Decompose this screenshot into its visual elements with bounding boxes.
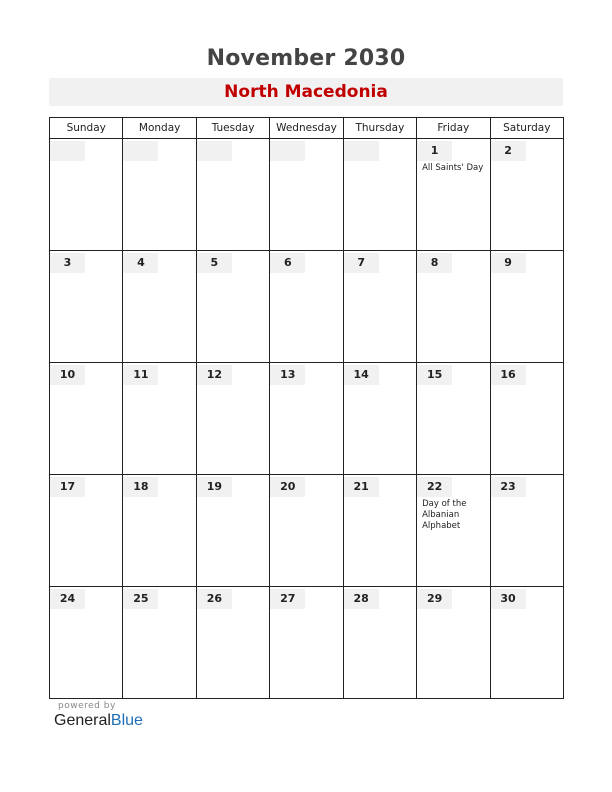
calendar-day-cell <box>196 475 269 587</box>
powered-by-label: powered by <box>58 701 116 711</box>
day-number: 17 <box>50 477 85 497</box>
calendar-day-cell <box>270 251 343 363</box>
calendar-day-cell <box>270 475 343 587</box>
day-number: 14 <box>344 365 379 385</box>
day-number: 15 <box>417 365 452 385</box>
country-name: North Macedonia <box>224 82 388 102</box>
day-number: 12 <box>197 365 232 385</box>
calendar-day-cell <box>417 587 490 699</box>
calendar-day-cell <box>196 363 269 475</box>
calendar-day-cell <box>490 475 563 587</box>
calendar-day-cell <box>270 363 343 475</box>
day-number: 6 <box>270 253 305 273</box>
calendar-day-cell <box>50 587 123 699</box>
day-number: 24 <box>50 589 85 609</box>
day-number <box>344 141 379 161</box>
country-banner <box>49 78 563 106</box>
calendar-day-cell <box>50 363 123 475</box>
calendar-day-cell <box>196 139 269 251</box>
calendar-day-cell <box>417 475 490 587</box>
weekday-header: Monday <box>123 118 196 139</box>
calendar-body <box>50 139 564 699</box>
calendar-day-cell <box>123 139 196 251</box>
calendar-day-cell <box>417 363 490 475</box>
brand-blue: Blue <box>110 712 143 729</box>
day-number <box>50 141 85 161</box>
calendar-grid <box>49 117 564 699</box>
day-number: 4 <box>123 253 158 273</box>
calendar-week-row <box>50 139 564 251</box>
day-number: 21 <box>344 477 379 497</box>
weekday-header-row <box>50 118 564 139</box>
day-number: 27 <box>270 589 305 609</box>
calendar-day-cell <box>196 251 269 363</box>
day-number: 29 <box>417 589 452 609</box>
day-number: 1 <box>417 141 452 161</box>
calendar-day-cell <box>123 363 196 475</box>
day-number: 16 <box>491 365 526 385</box>
day-number: 22 <box>417 477 452 497</box>
day-number: 10 <box>50 365 85 385</box>
generalblue-logo <box>54 712 143 730</box>
weekday-header: Wednesday <box>270 118 343 139</box>
calendar-day-cell <box>50 139 123 251</box>
weekday-header: Saturday <box>490 118 563 139</box>
calendar-day-cell <box>490 363 563 475</box>
calendar-day-cell <box>343 139 416 251</box>
day-number: 2 <box>491 141 526 161</box>
day-number: 19 <box>197 477 232 497</box>
calendar-day-cell <box>343 251 416 363</box>
day-number: 28 <box>344 589 379 609</box>
calendar-day-cell <box>123 475 196 587</box>
calendar-day-cell <box>123 251 196 363</box>
day-number: 25 <box>123 589 158 609</box>
calendar-day-cell <box>490 587 563 699</box>
calendar-week-row <box>50 475 564 587</box>
day-number: 8 <box>417 253 452 273</box>
holiday-label: All Saints' Day <box>422 163 484 173</box>
day-number: 23 <box>491 477 526 497</box>
calendar-day-cell <box>50 475 123 587</box>
weekday-header: Sunday <box>50 118 123 139</box>
calendar-day-cell <box>343 363 416 475</box>
weekday-header: Friday <box>417 118 490 139</box>
page-title: November 2030 <box>206 46 406 71</box>
day-number <box>197 141 232 161</box>
day-number: 9 <box>491 253 526 273</box>
calendar-day-cell <box>490 251 563 363</box>
day-number: 26 <box>197 589 232 609</box>
weekday-header: Tuesday <box>196 118 269 139</box>
day-number: 7 <box>344 253 379 273</box>
weekday-header: Thursday <box>343 118 416 139</box>
day-number: 11 <box>123 365 158 385</box>
brand-general: General <box>54 712 111 729</box>
day-number: 18 <box>123 477 158 497</box>
calendar-day-cell <box>50 251 123 363</box>
calendar-day-cell <box>343 475 416 587</box>
day-number: 30 <box>491 589 526 609</box>
calendar-week-row <box>50 251 564 363</box>
day-number <box>270 141 305 161</box>
calendar-day-cell <box>417 251 490 363</box>
day-number: 13 <box>270 365 305 385</box>
calendar-day-cell <box>270 139 343 251</box>
holiday-label: Day of the Albanian Alphabet <box>422 499 467 531</box>
calendar-day-cell <box>123 587 196 699</box>
calendar-day-cell <box>196 587 269 699</box>
calendar-week-row <box>50 587 564 699</box>
day-number <box>123 141 158 161</box>
calendar-week-row <box>50 363 564 475</box>
calendar-day-cell <box>343 587 416 699</box>
calendar-day-cell <box>490 139 563 251</box>
calendar-day-cell <box>417 139 490 251</box>
day-number: 3 <box>50 253 85 273</box>
day-number: 20 <box>270 477 305 497</box>
calendar-day-cell <box>270 587 343 699</box>
day-number: 5 <box>197 253 232 273</box>
